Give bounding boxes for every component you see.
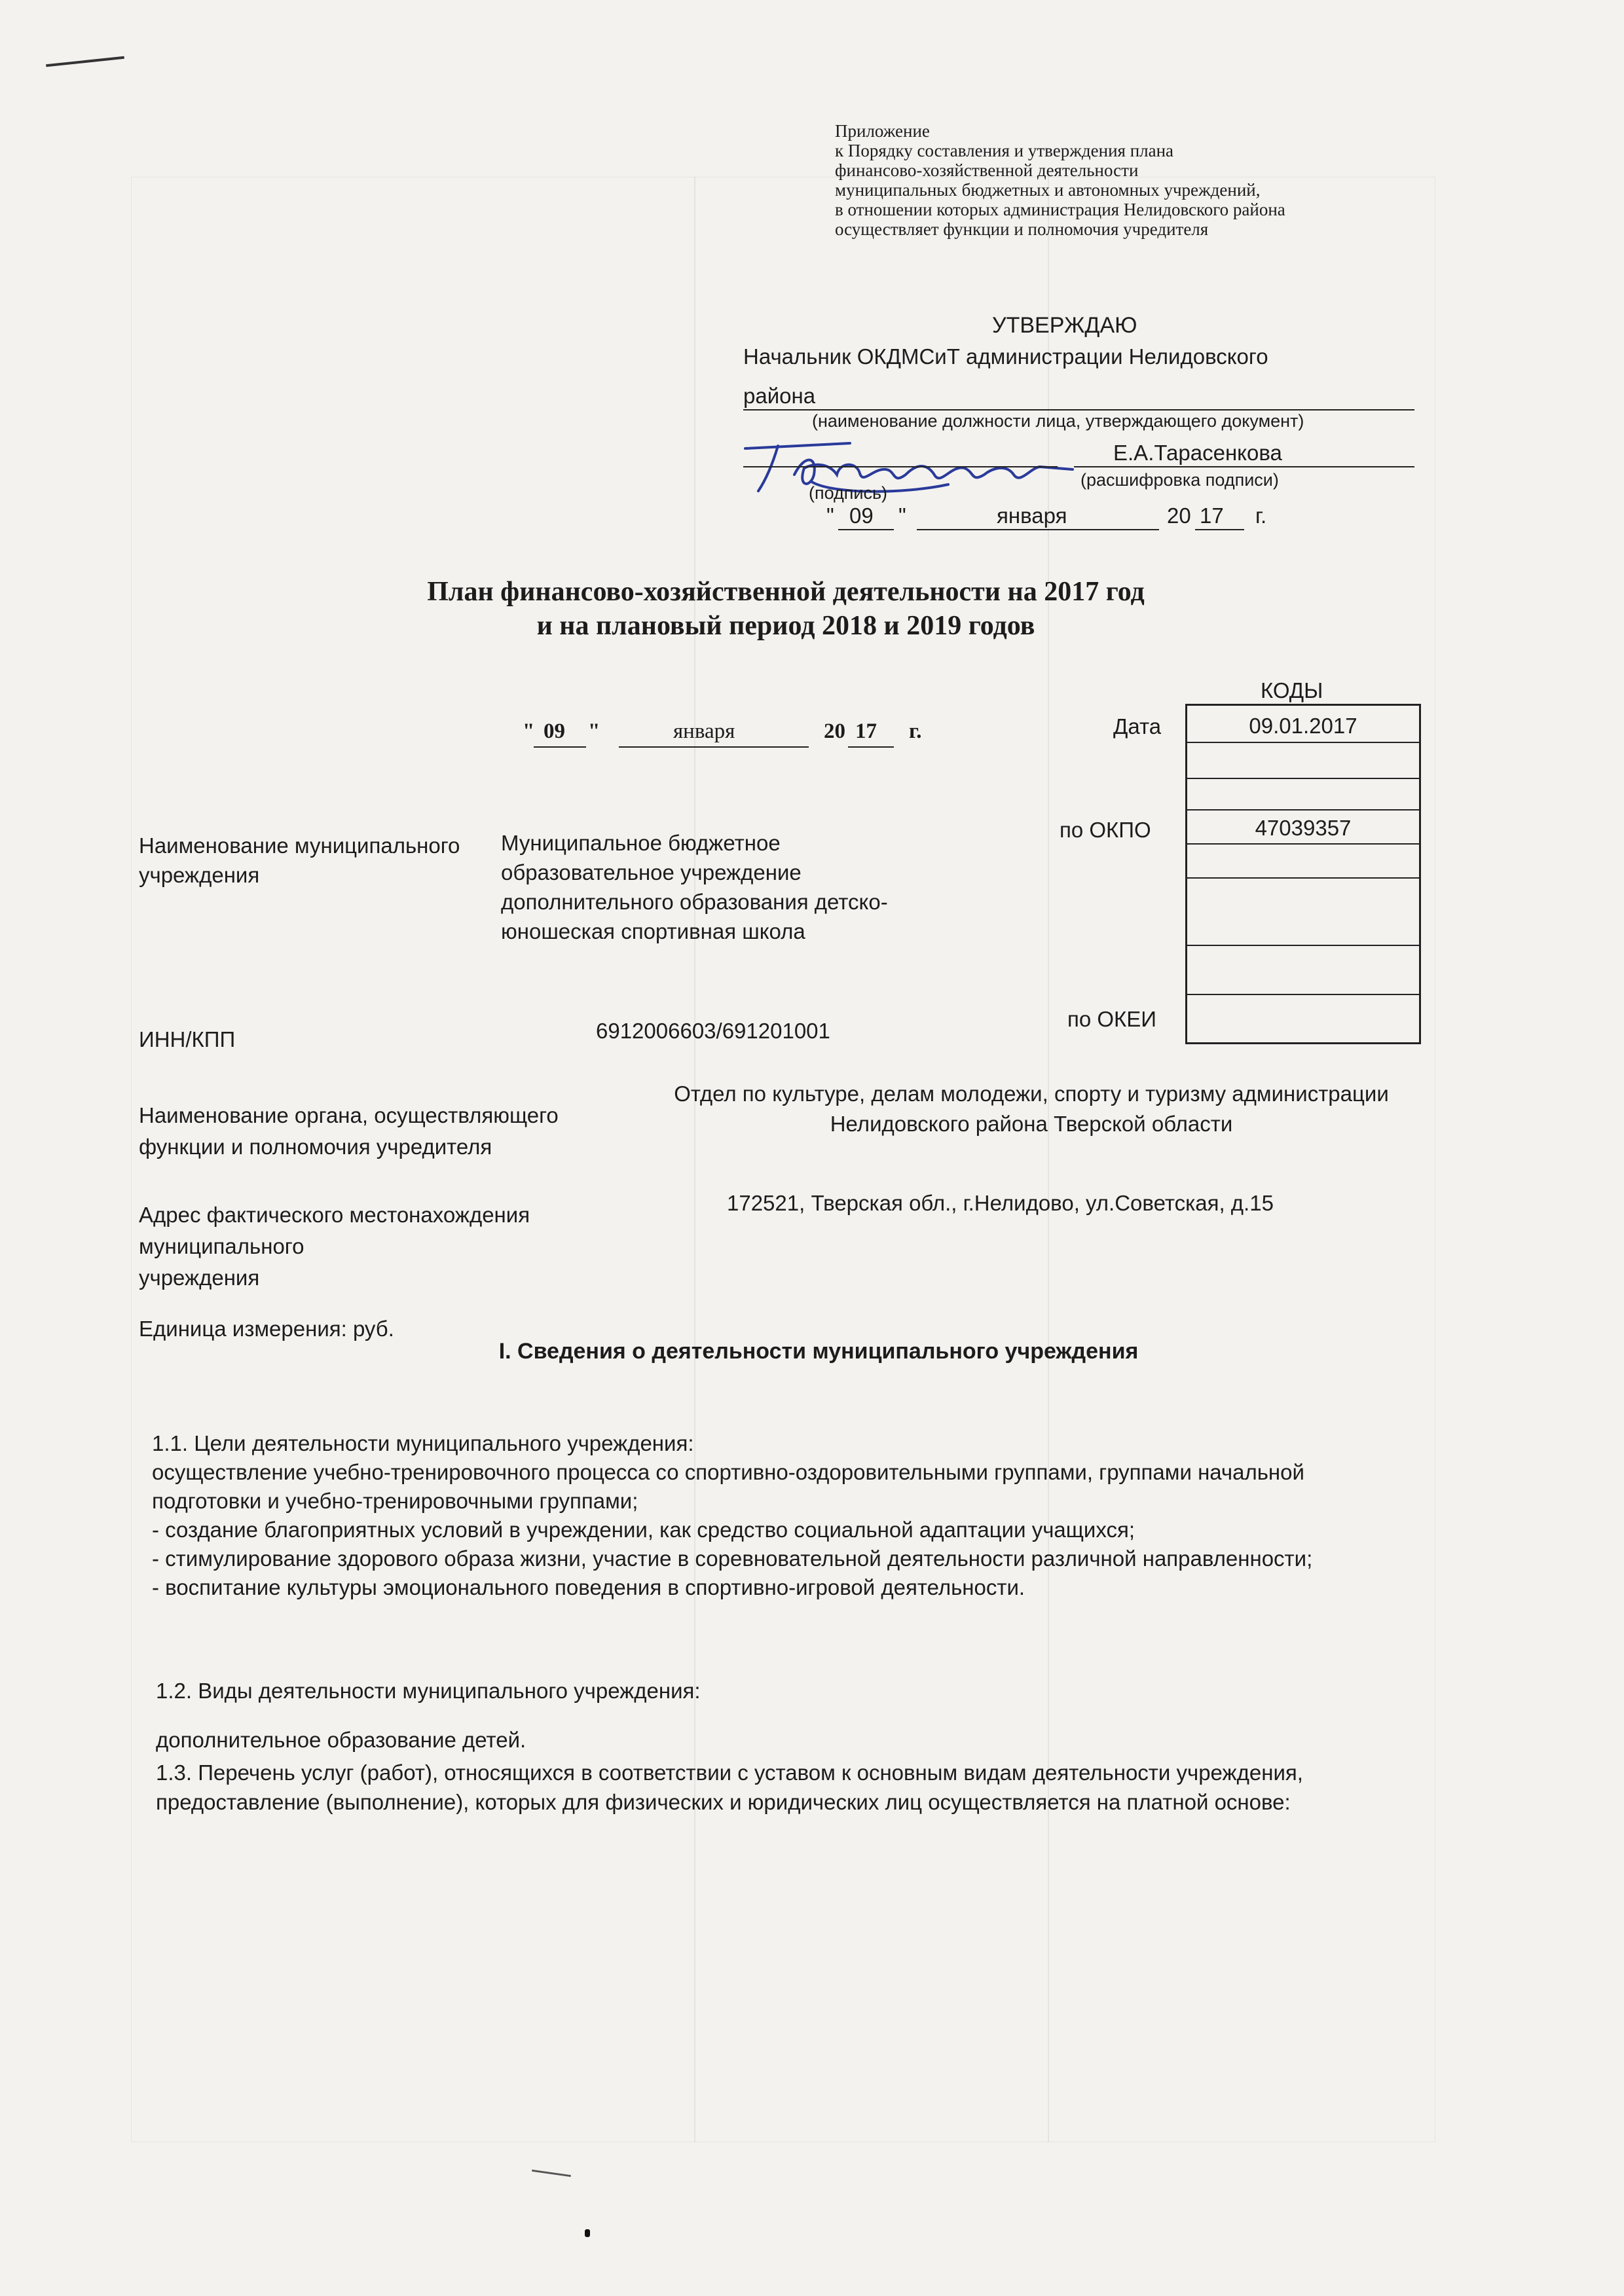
approval-date-suffix: г.	[1255, 503, 1267, 528]
org-value-1: Отдел по культуре, делам молодежи, спорту и туризму администрации	[674, 1082, 1389, 1106]
signer-name: Е.А.Тарасенкова	[1113, 441, 1282, 465]
org-label-2: функции и полномочия учредителя	[139, 1135, 492, 1159]
plan-date: " 09 " января 20 17 г.	[523, 720, 922, 743]
appendix-block	[835, 121, 1424, 239]
show-through-column	[694, 177, 695, 2142]
unit-label: Единица измерения: руб.	[139, 1317, 394, 1341]
plan-date-day: 09	[544, 720, 565, 743]
org-label-1: Наименование органа, осуществляющего	[139, 1103, 559, 1127]
section1-goals	[152, 1429, 1462, 1602]
goals-line: - стимулирование здорового образа жизни, участие в соревновательной деятельности различной направленности;	[152, 1546, 1313, 1571]
scan-mark	[46, 56, 124, 67]
decode-caption: (расшифровка подписи)	[1080, 470, 1279, 490]
inn-value: 6912006603/691201001	[596, 1019, 830, 1043]
codes-okei-label: по ОКЕИ	[1067, 1007, 1157, 1031]
plan-date-underline-year	[848, 746, 894, 748]
plan-date-underline-month	[619, 746, 809, 748]
institution-name-line: юношеская спортивная школа	[501, 919, 805, 943]
services-paragraph	[156, 1758, 1466, 1817]
codes-header: КОДЫ	[1261, 678, 1323, 702]
signature-caption: (подпись)	[809, 483, 888, 503]
plan-date-year-prefix: 20	[824, 720, 845, 743]
approval-position-line2: района	[743, 384, 816, 408]
goals-line: - создание благоприятных условий в учреждении, как средство социальной адаптации учащихся;	[152, 1518, 1135, 1542]
position-caption: (наименование должности лица, утверждающего документ)	[812, 411, 1304, 431]
org-label	[139, 1100, 559, 1163]
codes-okpo-label: по ОКПО	[1060, 818, 1151, 842]
goals-line: подготовки и учебно-тренировочными группами;	[152, 1489, 638, 1513]
approval-title: УТВЕРЖДАЮ	[992, 313, 1137, 338]
institution-name-label-1: Наименование муниципального	[139, 833, 460, 858]
approval-date-day: 09	[849, 503, 874, 528]
appendix-line: в отношении которых администрация Нелидовского района	[835, 200, 1285, 219]
section1-heading: I. Сведения о деятельности муниципального учреждения	[498, 1339, 1139, 1364]
plan-title	[262, 575, 1310, 643]
plan-date-month: января	[673, 720, 735, 743]
goals-line: осуществление учебно-тренировочного процесса со спортивно-оздоровительными группами, группами начальной	[152, 1460, 1304, 1484]
plan-date-suffix: г.	[909, 720, 922, 743]
date-underline-year	[1195, 529, 1244, 530]
institution-name-label-2: учреждения	[139, 863, 260, 887]
codes-date-label: Дата	[1113, 714, 1162, 738]
appendix-line: к Порядку составления и утверждения плана	[835, 141, 1174, 160]
activity-title: 1.2. Виды деятельности муниципального учреждения:	[156, 1679, 701, 1703]
handwritten-signature	[732, 429, 1086, 501]
goals-line: - воспитание культуры эмоционального поведения в спортивно-игровой деятельности.	[152, 1575, 1025, 1599]
codes-date-value: 09.01.2017	[1249, 714, 1357, 738]
appendix-line: Приложение	[835, 121, 930, 141]
services-line: 1.3. Перечень услуг (работ), относящихся в соответствии с уставом к основным видам деятельности учреждения,	[156, 1760, 1303, 1785]
codes-okpo-value: 47039357	[1255, 816, 1352, 840]
address-label-3: учреждения	[139, 1266, 260, 1290]
activity-value: дополнительное образование детей.	[156, 1728, 526, 1752]
signature-underline	[743, 466, 1058, 467]
org-value	[632, 1079, 1431, 1139]
codes-box	[1185, 704, 1421, 1044]
approval-date-year: 17	[1200, 503, 1224, 528]
address-label-1: Адрес фактического местонахождения	[139, 1203, 530, 1227]
date-underline-day	[838, 529, 894, 530]
appendix-line: финансово-хозяйственной деятельности	[835, 160, 1139, 180]
approval-date-month: января	[997, 503, 1067, 528]
scan-speck	[585, 2229, 590, 2237]
signer-underline	[1074, 466, 1414, 467]
appendix-line: муниципальных бюджетных и автономных учреждений,	[835, 180, 1261, 200]
plan-date-underline-day	[534, 746, 586, 748]
date-underline-month	[917, 529, 1159, 530]
inn-label: ИНН/КПП	[139, 1027, 236, 1051]
address-value: 172521, Тверская обл., г.Нелидово, ул.Советская, д.15	[727, 1191, 1274, 1215]
address-label	[139, 1199, 530, 1294]
appendix-line: осуществляет функции и полномочия учредителя	[835, 219, 1209, 239]
scan-speck	[532, 2170, 571, 2177]
approval-date: " 09 " января 20 17 г.	[826, 503, 1267, 528]
position-underline	[743, 409, 1414, 410]
plan-title-line1: План финансово-хозяйственной деятельности на 2017 год	[427, 577, 1145, 607]
org-value-2: Нелидовского района Тверской области	[830, 1112, 1233, 1136]
plan-date-year: 17	[855, 720, 877, 743]
institution-name-line: дополнительного образования детско-	[501, 890, 888, 914]
plan-title-line2: и на плановый период 2018 и 2019 годов	[536, 611, 1035, 641]
institution-name-value	[501, 828, 888, 946]
institution-name-line: Муниципальное бюджетное	[501, 831, 781, 855]
services-line: предоставление (выполнение), которых для физических и юридических лиц осуществляется на платной основе:	[156, 1790, 1291, 1814]
approval-date-year-prefix: 20	[1167, 503, 1191, 528]
goals-title: 1.1. Цели деятельности муниципального учреждения:	[152, 1431, 694, 1455]
institution-name-line: образовательное учреждение	[501, 860, 802, 884]
address-label-2: муниципального	[139, 1234, 304, 1258]
institution-name-label	[139, 833, 460, 888]
approval-position-line1: Начальник ОКДМСиТ администрации Нелидовского	[743, 344, 1268, 369]
